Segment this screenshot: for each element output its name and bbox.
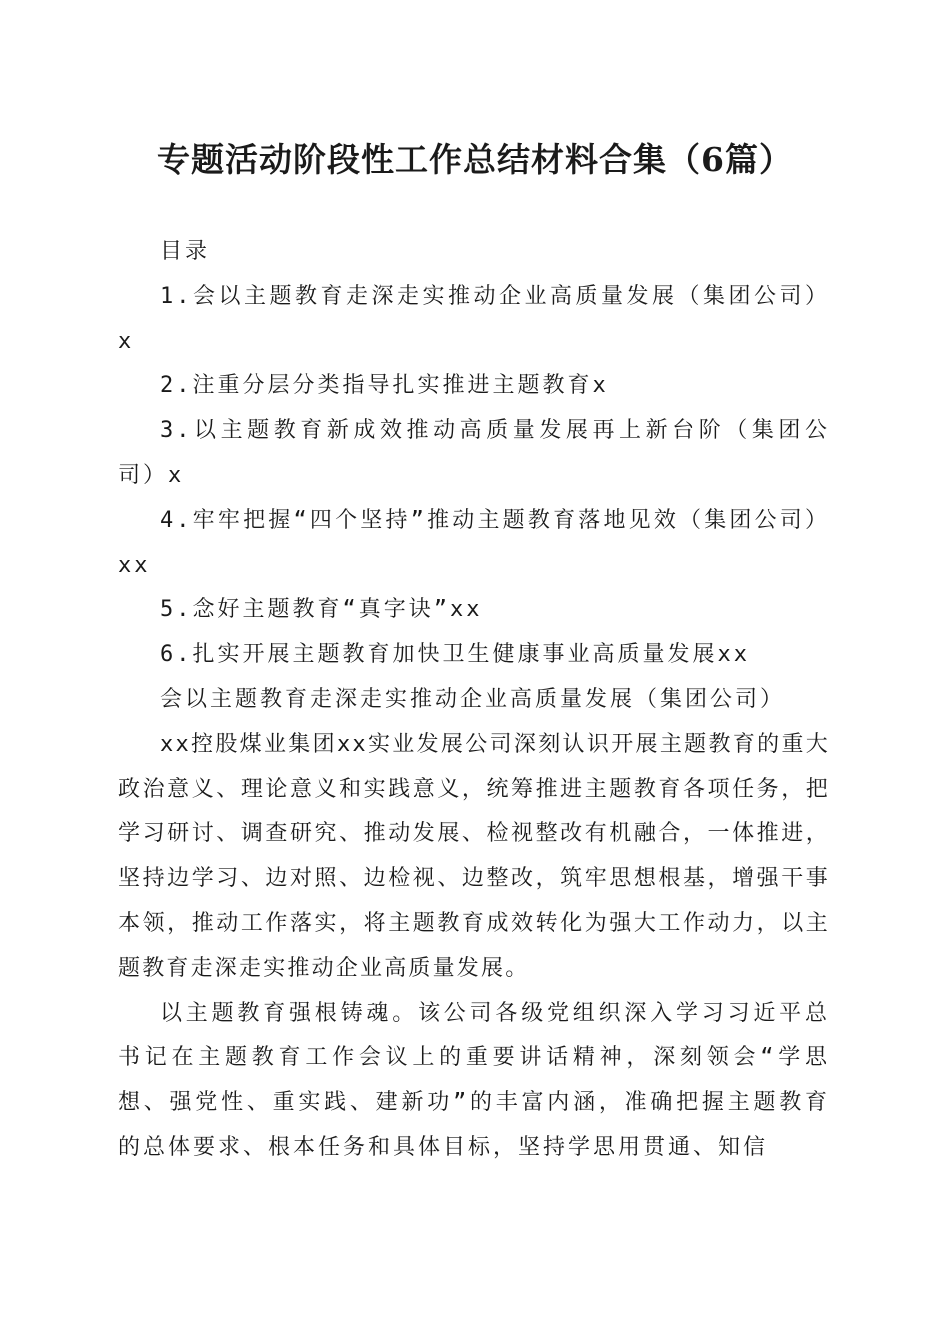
article-title: 会以主题教育走深走实推动企业高质量发展（集团公司） [160,686,786,712]
toc-item-1: 1.会以主题教育走深走实推动企业高质量发展（集团公司）x [118,283,830,354]
article-paragraph-2: 以主题教育强根铸魂。该公司各级党组织深入学习习近平总书记在主题教育工作会议上的重要讲话精神，深刻领会“学思想、强党性、重实践、建新功”的丰富内涵，准确把握主题教育的总体要求、根本任务和具体目标，坚持学思用贯通、知信 [118,1000,830,1160]
toc-item-2: 2.注重分层分类指导扎实推进主题教育x [160,373,609,399]
toc-item-3: 3.以主题教育新成效推动高质量发展再上新台阶（集团公司）x [118,418,830,488]
toc-heading: 目录 [160,239,211,264]
document-body [118,230,830,1171]
toc-item-4: 4.牢牢把握“四个坚持”推动主题教育落地见效（集团公司）xx [118,507,830,578]
toc-item-5: 5.念好主题教育“真字诀”xx [160,597,483,623]
article-paragraph-1: xx控股煤业集团xx实业发展公司深刻认识开展主题教育的重大政治意义、理论意义和实践意义，统筹推进主题教育各项任务，把学习研讨、调查研究、推动发展、检视整改有机融合，一体推进，坚持边学习、边对照、边检视、边整改，筑牢思想根基，增强干事本领，推动工作落实，将主题教育成效转化为强大工作动力，以主题教育走深走实推动企业高质量发展。 [118,731,830,981]
document-title: 专题活动阶段性工作总结材料合集（6篇） [157,140,793,179]
toc-item-6: 6.扎实开展主题教育加快卫生健康事业高质量发展xx [160,642,750,668]
